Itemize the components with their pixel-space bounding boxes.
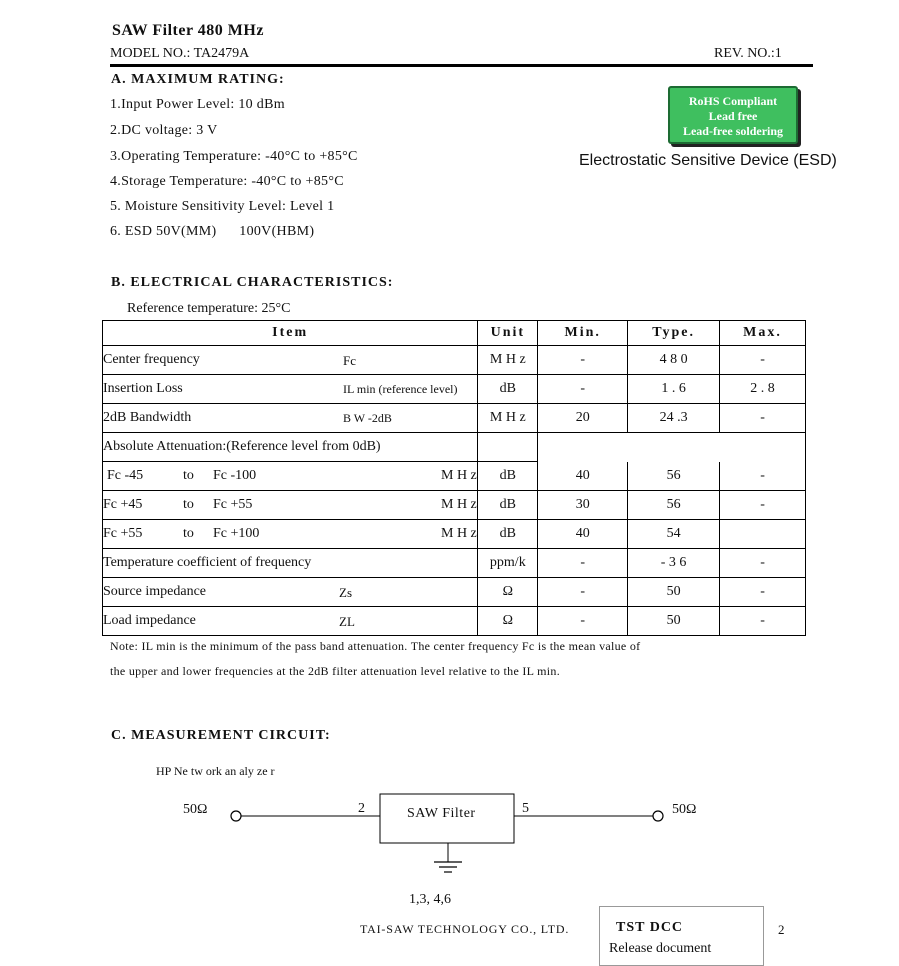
page-number: 2 <box>778 922 785 937</box>
min-cell: 20 <box>538 404 628 433</box>
release-stamp <box>599 906 764 966</box>
unit-cell: ppm/k <box>478 549 538 578</box>
max-cell: - <box>720 549 806 578</box>
unit-cell: dB <box>478 520 538 549</box>
column-header-item: Item <box>103 321 478 346</box>
column-header-max: Max. <box>720 321 806 346</box>
item-symbol: Fc <box>343 353 356 368</box>
rating-item: 6. ESD 50V(MM) 100V(HBM) <box>110 224 315 239</box>
min-cell: - <box>538 375 628 404</box>
min-cell: 40 <box>538 520 628 549</box>
unit-cell: dB <box>478 491 538 520</box>
rating-item: 2.DC voltage: 3 V <box>110 123 218 138</box>
typ-cell: 54 <box>628 520 720 549</box>
rating-item: 4.Storage Temperature: -40°C to +85°C <box>110 174 344 189</box>
model-number: MODEL NO.: TA2479A <box>110 46 250 61</box>
saw-filter-label: SAW Filter <box>407 806 476 821</box>
item-symbol: ZL <box>339 614 355 629</box>
typ-cell: 56 <box>628 491 720 520</box>
revision-number: REV. NO.:1 <box>714 46 782 61</box>
typ-cell: 24 .3 <box>628 404 720 433</box>
unit-cell: Ω <box>478 607 538 636</box>
item-symbol: B W -2dB <box>343 411 392 425</box>
unit-cell: Ω <box>478 578 538 607</box>
item-label: Insertion Loss <box>103 381 183 396</box>
max-cell: - <box>720 491 806 520</box>
unit-cell: dB <box>478 375 538 404</box>
rating-item: 1.Input Power Level: 10 dBm <box>110 97 285 112</box>
min-cell: - <box>538 578 628 607</box>
range-unit: M H z <box>441 468 477 483</box>
min-cell: 30 <box>538 491 628 520</box>
note-line-2: the upper and lower frequencies at the 2dB filter attenuation level relative to the IL min. <box>110 664 561 678</box>
document-title: SAW Filter 480 MHz <box>112 22 264 39</box>
range-from: Fc -45 <box>107 468 144 483</box>
esd-label: Electrostatic Sensitive Device (ESD) <box>579 152 837 169</box>
item-symbol: Zs <box>339 585 352 600</box>
item-label: Temperature coefficient of frequency <box>103 555 312 570</box>
typ-cell: 50 <box>628 578 720 607</box>
ground-pins-label: 1,3, 4,6 <box>409 892 451 907</box>
typ-cell: 50 <box>628 607 720 636</box>
max-cell: - <box>720 404 806 433</box>
range-to: Fc +55 <box>213 497 253 512</box>
item-label: Source impedance <box>103 584 207 599</box>
item-symbol: IL min (reference level) <box>343 382 458 396</box>
rohs-line: RoHS Compliant <box>688 94 778 108</box>
company-name: TAI-SAW TECHNOLOGY CO., LTD. <box>360 922 570 936</box>
typ-cell: 56 <box>628 462 720 491</box>
input-pin-label: 2 <box>358 801 365 816</box>
rating-item: 3.Operating Temperature: -40°C to +85°C <box>110 149 358 164</box>
range-to-word: to <box>183 468 194 483</box>
max-cell: - <box>720 462 806 491</box>
stamp-title: TST DCC <box>616 920 684 935</box>
load-impedance-label: 50Ω <box>672 802 697 817</box>
range-unit: M H z <box>441 497 477 512</box>
typ-cell: - 3 6 <box>628 549 720 578</box>
unit-cell: M H z <box>478 404 538 433</box>
section-c-heading: C. MEASUREMENT CIRCUIT: <box>111 728 331 743</box>
rohs-line: Lead free <box>708 109 758 123</box>
reference-temperature: Reference temperature: 25°C <box>127 301 291 316</box>
stamp-subtitle: Release document <box>609 941 712 956</box>
input-port-icon <box>231 811 241 821</box>
range-to-word: to <box>183 497 194 512</box>
output-port-icon <box>653 811 663 821</box>
column-header-typ: Type. <box>628 321 720 346</box>
column-header-unit: Unit <box>478 321 538 346</box>
output-pin-label: 5 <box>522 801 529 816</box>
range-to-word: to <box>183 526 194 541</box>
max-cell: - <box>720 607 806 636</box>
max-cell: 2 . 8 <box>720 375 806 404</box>
unit-cell: dB <box>478 462 538 491</box>
rohs-line: Lead-free soldering <box>682 124 784 138</box>
item-label: Load impedance <box>103 613 196 628</box>
min-cell: - <box>538 549 628 578</box>
range-to: Fc -100 <box>213 468 257 483</box>
range-from: Fc +45 <box>103 497 143 512</box>
max-cell: - <box>720 346 806 375</box>
max-cell: - <box>720 578 806 607</box>
min-cell: 40 <box>538 462 628 491</box>
column-header-min: Min. <box>538 321 628 346</box>
note-line-1: Note: IL min is the minimum of the pass band attenuation. The center frequency Fc is the mean value of <box>110 639 641 653</box>
source-impedance-label: 50Ω <box>183 802 208 817</box>
section-b-heading: B. ELECTRICAL CHARACTERISTICS: <box>111 275 394 290</box>
item-label: 2dB Bandwidth <box>103 410 192 425</box>
min-cell: - <box>538 346 628 375</box>
range-unit: M H z <box>441 526 477 541</box>
section-a-heading: A. MAXIMUM RATING: <box>111 72 285 87</box>
attenuation-label: Absolute Attenuation:(Reference level from 0dB) <box>103 433 478 462</box>
item-label: Center frequency <box>103 352 200 367</box>
range-to: Fc +100 <box>213 526 260 541</box>
unit-cell: M H z <box>478 346 538 375</box>
min-cell: - <box>538 607 628 636</box>
analyzer-label: HP Ne tw ork an aly ze r <box>156 764 275 778</box>
range-from: Fc +55 <box>103 526 143 541</box>
rating-item: 5. Moisture Sensitivity Level: Level 1 <box>110 199 335 214</box>
typ-cell: 4 8 0 <box>628 346 720 375</box>
typ-cell: 1 . 6 <box>628 375 720 404</box>
